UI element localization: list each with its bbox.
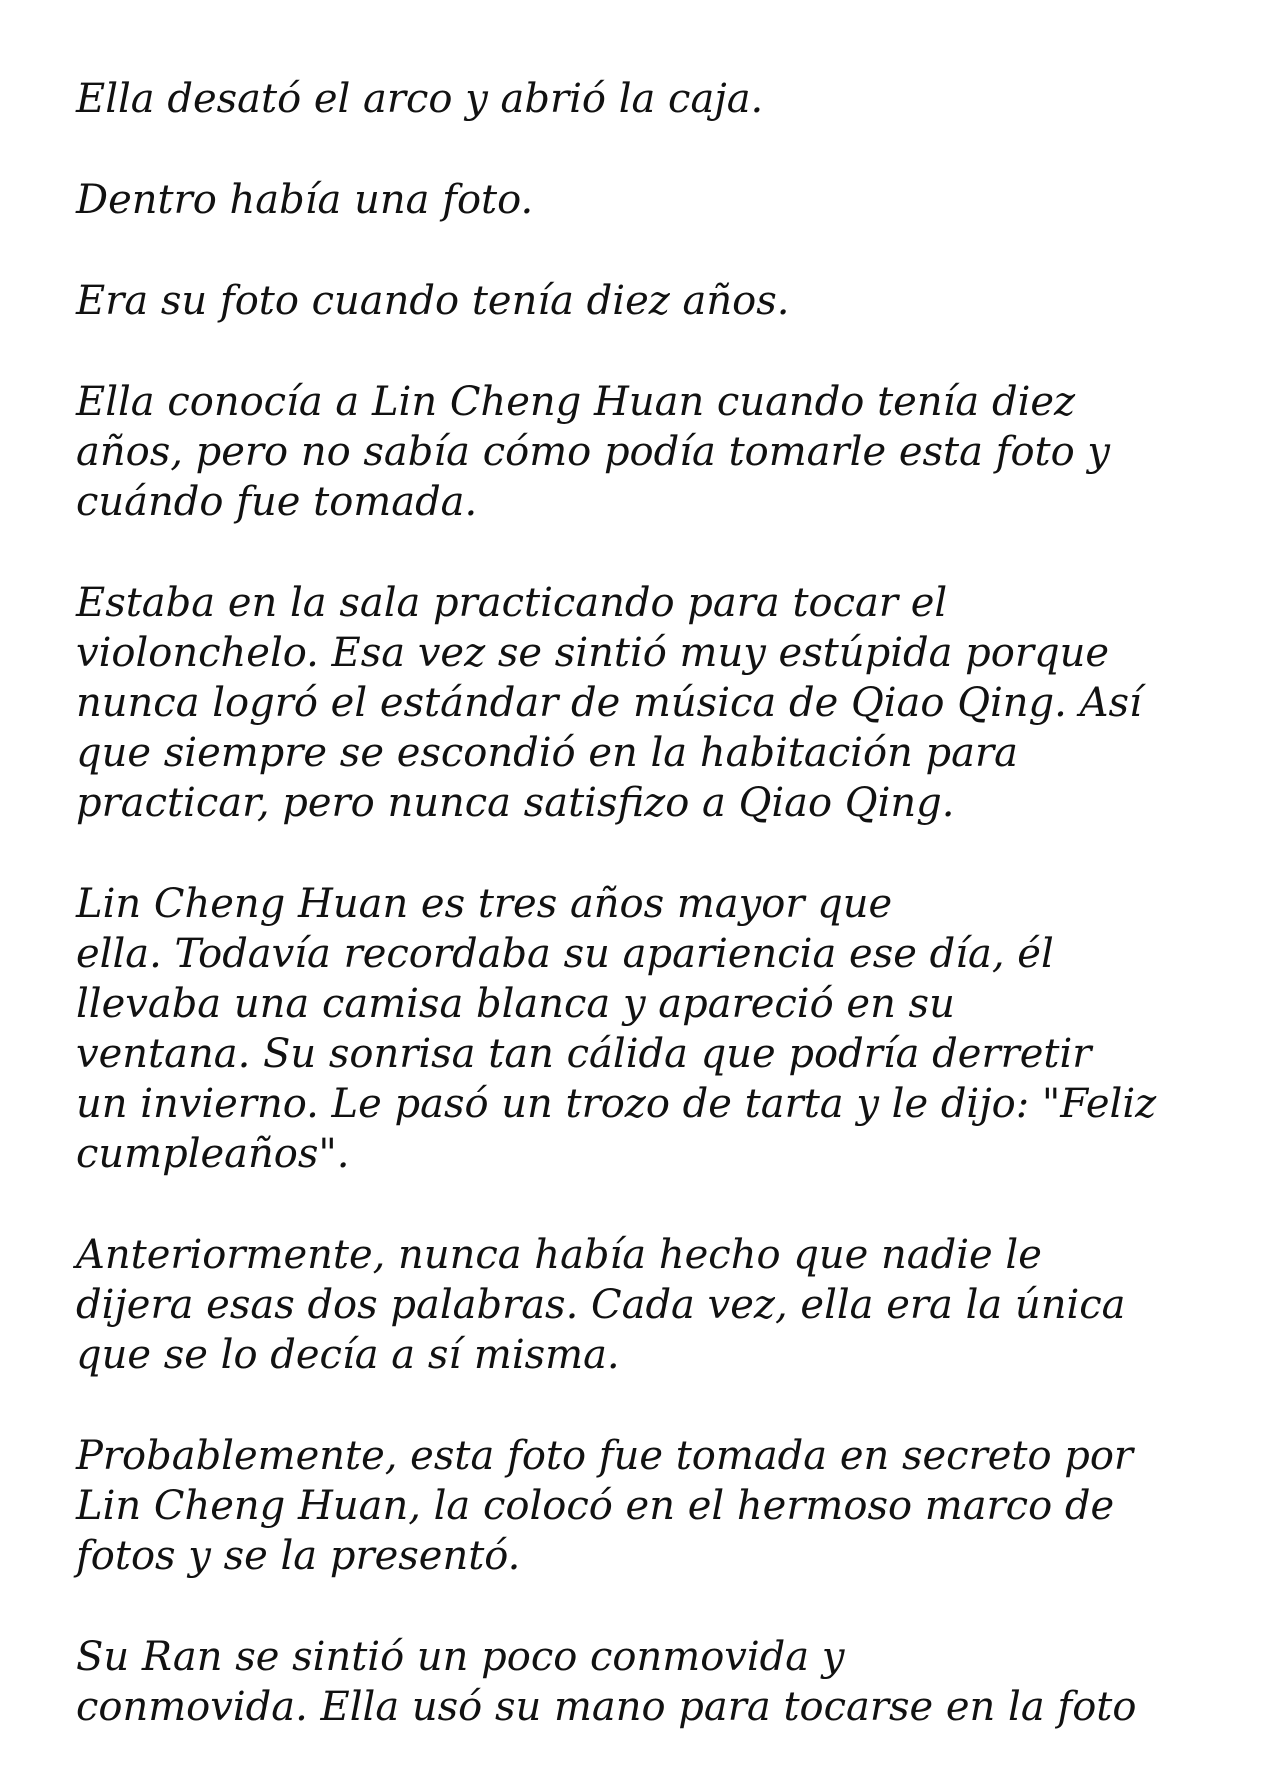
- paragraph-4: [76, 377, 1232, 527]
- paragraph-9: [76, 1632, 1232, 1732]
- paragraph-5: [76, 578, 1232, 828]
- text-line: Estaba en la sala practicando para tocar el: [76, 580, 948, 626]
- text-line: años, pero no sabía cómo podía tomarle esta foto y: [76, 429, 1111, 475]
- text-line: Su Ran se sintió un poco conmovida y: [76, 1634, 845, 1680]
- paragraph-8: [76, 1431, 1232, 1581]
- text-line: Dentro había una foto.: [76, 177, 534, 223]
- text-line: Ella desató el arco y abrió la caja.: [76, 76, 764, 122]
- paragraph-3: [76, 276, 1232, 326]
- paragraph-2: [76, 175, 1232, 225]
- text-line: Probablemente, esta foto fue tomada en secreto por: [76, 1433, 1134, 1479]
- text-line: nunca logró el estándar de música de Qiao Qing. Así: [76, 680, 1142, 726]
- paragraph-1: [76, 74, 1232, 124]
- text-line: conmovida. Ella usó su mano para tocarse en la foto: [76, 1684, 1137, 1730]
- text-line: Era su foto cuando tenía diez años.: [76, 278, 790, 324]
- text-line: practicar, pero nunca satisfizo a Qiao Qing.: [76, 780, 955, 826]
- text-line: ella. Todavía recordaba su apariencia ese día, él: [76, 931, 1054, 977]
- text-line: dijera esas dos palabras. Cada vez, ella era la única: [76, 1282, 1126, 1328]
- text-line: violonchelo. Esa vez se sintió muy estúpida porque: [76, 630, 1110, 676]
- text-line: cuándo fue tomada.: [76, 479, 478, 525]
- text-line: Ella conocía a Lin Cheng Huan cuando tenía diez: [76, 379, 1076, 425]
- text-line: fotos y se la presentó.: [76, 1533, 521, 1579]
- text-line: Lin Cheng Huan, la colocó en el hermoso marco de: [76, 1483, 1115, 1529]
- text-line: cumpleaños".: [76, 1131, 350, 1177]
- paragraph-6: [76, 879, 1232, 1179]
- text-line: llevaba una camisa blanca y apareció en su: [76, 981, 955, 1027]
- text-line: un invierno. Le pasó un trozo de tarta y le dijo: "Feliz: [76, 1081, 1157, 1127]
- text-line: ventana. Su sonrisa tan cálida que podría derretir: [76, 1031, 1092, 1077]
- text-line: Lin Cheng Huan es tres años mayor que: [76, 881, 893, 927]
- paragraph-7: [76, 1230, 1232, 1380]
- text-line: Anteriormente, nunca había hecho que nadie le: [76, 1232, 1042, 1278]
- text-line: que siempre se escondió en la habitación para: [76, 730, 1018, 776]
- text-line: que se lo decía a sí misma.: [76, 1332, 620, 1378]
